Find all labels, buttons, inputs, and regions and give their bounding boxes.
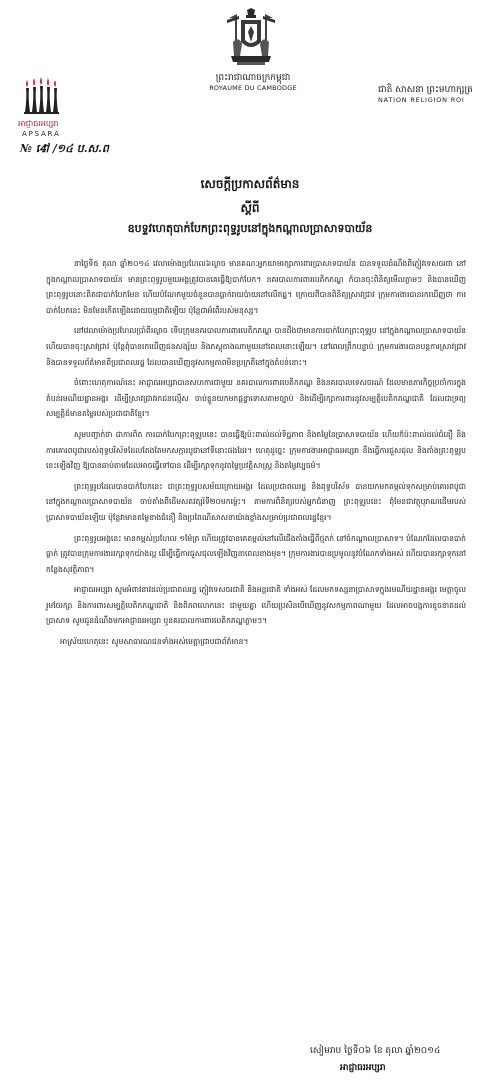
- signature-authority: អាជ្ញាធរអប្សរា: [340, 1063, 386, 1073]
- national-motto-french: NATION RELIGION ROI: [378, 96, 465, 104]
- body-paragraph: ចំពោះហេតុការណ៍នេះ អាជ្ញាធរអប្សរាបានសហការជាមួយ នគរបាលការពារបេតិកភណ្ឌ និងនគរបាលទេសចរណ៍ ដែលមានភារកិច្ចប្រចាំការក្នុងតំបន់រមណីយដ្ឋានអង្គរ ដើម្បីស្រាវជ្រាវរកជនល្មើស ចាប់ខ្លួនយកមកផ្តន្ទាទោសតាមច្បាប់ និងដើម្បីរក្សាការពារនូវសម្បត្តិបេតិកភណ្ឌជាតិ ដែលជាទ្រព្យសម្បត្តិដ៏មានតម្លៃរបស់ប្រជាជាតិខ្មែរ។: [46, 378, 466, 419]
- closing-line: អាស្រ័យហេតុនេះ សូមសាធារណជនទាំងអស់មេត្តាជ្រាបជាព័ត៌មាន។: [60, 637, 249, 647]
- document-subject: ឧបទ្ទវហេតុបាក់បែកព្រះពុទ្ធរូបនៅក្នុងកណ្តាលប្រាសាទបាយ័ន: [127, 222, 373, 235]
- authority-name-latin: APSARA: [22, 130, 61, 138]
- reference-number: № 4ៅ /១៤ ប.ស.ព: [20, 142, 109, 155]
- kingdom-name-khmer: ព្រះរាជាណាចក្រកម្ពុជា: [215, 73, 291, 83]
- apsara-logo-icon: [22, 76, 62, 116]
- document-title: សេចក្តីប្រកាសព័ត៌មាន: [200, 177, 300, 191]
- body-paragraph: ព្រះពុទ្ធរូបអង្គនេះ មានកម្ពស់ប្រហែល ១ម៉ែត្រ ហើយត្រូវបានគេតម្កល់នៅលើជើងតាំងធ្វើពីថ្មភក់ នៅចំកណ្តាលប្រាសាទ។ បំណែកដែលបានបាក់ធ្លាក់ ត្រូវបានក្រុមការងាររក្សាទុកយ៉ាងល្អ ដើម្បីធ្វើការជួសជុលឡើងវិញនាពេលខាងមុខ។ ក្រុមការងារបានប្រមូលនូវបំណែកទាំងអស់ ហើយបានរក្សាទុកនៅកន្លែងសុវត្ថិភាព។: [46, 533, 466, 574]
- royal-coat-of-arms-emblem: [225, 8, 277, 66]
- national-motto-khmer: ជាតិ សាសនា ព្រះមហាក្សត្រ: [378, 85, 473, 95]
- document-title-about: ស្តីពី: [240, 201, 260, 215]
- body-paragraph: សូមបញ្ជាក់ថា ជាការពិត ការបាក់បែកព្រះពុទ្ធរូបនេះ បានធ្វើឱ្យប៉ះពាល់ដល់ទិដ្ឋភាព និងតម្លៃនៃប្រាសាទបាយ័ន ហើយក៏ប៉ះពាល់ដល់ជំនឿ និងការគោរពបូជារបស់ពុទ្ធបរិស័ទដែលតែងតែមកសក្ការបូជានៅទីនោះផងដែរ។ ហេតុដូច្នេះ ក្រុមការងារអាជ្ញាធរអប្សរា នឹងធ្វើការជួសជុល និងតាំងព្រះពុទ្ធរូបនេះឡើងវិញ ឱ្យបានឆាប់តាមដែលអាចធ្វើទៅបាន ដើម្បីរក្សាទុកនូវតម្លៃប្រវត្តិសាស្ត្រ និងតម្លៃវប្បធម៌។: [46, 429, 466, 471]
- body-paragraph: នាថ្ងៃទី៥ តុលា ឆ្នាំ២០១៤ វេលាម៉ោងប្រហែល៦ល្ងាច មានគណៈអ្នកយាមរក្សាការពារប្រាសាទបាយ័ន បានទទួលដំណឹងពីភ្ញៀវទេសចរថា នៅក្នុងកណ្តាលប្រាសាទបាយ័ន មានព្រះពុទ្ធរូបមួយអង្គត្រូវបានគេធ្វើឱ្យបាក់បែក។ នគរបាលការពារបេតិកភណ្ឌ ក៏បានចុះពិនិត្យមើលភ្លាមៗ និងបានឃើញព្រះពុទ្ធរូបនោះពិតជាបាក់បែកមែន ហើយបំណែកមួយចំនួនបានធ្លាក់រាយប៉ាយនៅលើឥដ្ឋ។ ក្រោយពីបានពិនិត្យស្រាវជ្រាវ ក្រុមការងារបានរកឃើញថា ការបាក់បែកនេះ មិនមែនកើតឡើងដោយធម្មជាតិឡើយ ប៉ុន្តែជាអំពើរបស់មនុស្ស។: [46, 259, 466, 315]
- kingdom-name-french: ROYAUME DU CAMBODGE: [209, 84, 297, 92]
- body-paragraph: ព្រះពុទ្ធរូបដែលបានបាក់បែកនេះ ជាព្រះពុទ្ធរូបសម័យក្រោយអង្គរ ដែលប្រជាពលរដ្ឋ និងពុទ្ធបរិស័ទ បានយកមកតម្កល់ទុកសម្រាប់គោរពបូជា នៅក្នុងកណ្តាលប្រាសាទបាយ័ន ចាប់តាំងពីដើមសតវត្សរ៍ទី២០មកម្ល៉េះ។ តាមការពិនិត្យរបស់អ្នកជំនាញ ព្រះពុទ្ធរូបនេះ ពុំមែនជាវត្ថុបុរាណដើមរបស់ប្រាសាទបាយ័នឡើយ ប៉ុន្តែវាមានតម្លៃខាងជំនឿ និងប្រពៃណីសាសនាយ៉ាងខ្លាំងសម្រាប់ប្រជាពលរដ្ឋខ្មែរ។: [46, 481, 466, 522]
- announcement-body: [46, 256, 466, 655]
- body-paragraph: នៅវេលាម៉ោងប្រហែលប្រាំពីរល្ងាច ទើបក្រុមនគរបាលការពារបេតិកភណ្ឌ បានដឹងថាមានការបាក់បែកព្រះពុទ្ធរូប នៅក្នុងកណ្តាលប្រាសាទបាយ័ន ហើយបានចុះស្រាវជ្រាវ ប៉ុន្តែពុំបានរកឃើញជនសង្ស័យ និងភស្តុតាងណាមួយនៅពេលនោះឡើយ។ នៅពេលព្រឹកបន្ទាប់ ក្រុមការងារបានបន្តការស្រាវជ្រាវ និងបានទទួលព័ត៌មានពីប្រជាពលរដ្ឋ ដែលបានឃើញនូវសកម្មភាពមិនប្រក្រតីនៅក្នុងតំបន់នោះ។: [46, 326, 466, 367]
- signature-place-date: សៀមរាប ថ្ងៃទី០៦ ខែ តុលា ឆ្នាំ២០១៤: [310, 1046, 441, 1056]
- body-paragraph: អាជ្ញាធរអប្សរា សូមអំពាវនាវដល់ប្រជាពលរដ្ឋ ភ្ញៀវទេសចរជាតិ និងអន្តរជាតិ ទាំងអស់ ដែលមកទស្សនាប្រាសាទក្នុងរមណីយដ្ឋានអង្គរ មេត្តាចូលរួមថែរក្សា និងការពារសម្បត្តិបេតិកភណ្ឌជាតិ និងពិភពលោកនេះ ជាមួយគ្នា ហើយប្រសិនបើឃើញនូវសកម្មភាពណាមួយ ដែលអាចបង្កការខូចខាតដល់ប្រាសាទ សូមជូនដំណឹងមកអាជ្ញាធរអប្សរា ឬនគរបាលការពារបេតិកភណ្ឌភ្លាមៗ។: [46, 585, 466, 626]
- authority-name-khmer: អាជ្ញាធរអប្សរា: [18, 119, 59, 128]
